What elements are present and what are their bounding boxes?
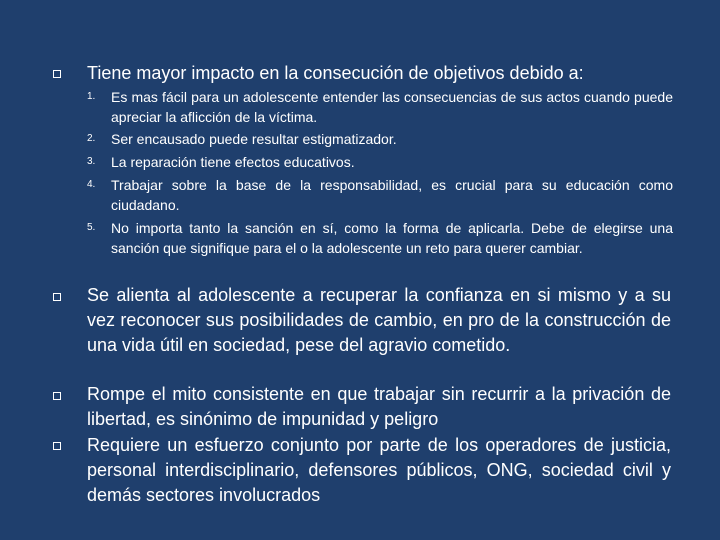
bullet-text: Tiene mayor impacto en la consecución de objetivos debido a: <box>87 63 584 83</box>
list-item-number: 3. <box>87 156 96 167</box>
list-item-text: Es mas fácil para un adolescente entender las consecuencias de sus actos cuando puede apreciar la aflicción de la víctima. <box>111 89 673 125</box>
square-bullet-icon <box>53 392 61 400</box>
square-bullet-icon <box>53 70 61 78</box>
square-bullet-icon <box>53 293 61 301</box>
bullet-text: Rompe el mito consistente en que trabajar sin recurrir a la privación de libertad, es sinónimo de impunidad y peligro <box>87 384 671 429</box>
bullet-text: Se alienta al adolescente a recuperar la confianza en si mismo y a su vez reconocer sus posibilidades de cambio, en pro de la construcción de una vida útil en sociedad, pese del agravio cometido. <box>87 285 671 355</box>
list-item-number: 1. <box>87 91 96 102</box>
list-item-number: 4. <box>87 179 96 190</box>
list-item-text: Ser encausado puede resultar estigmatizador. <box>111 131 397 147</box>
list-item-text: No importa tanto la sanción en sí, como la forma de aplicarla. Debe de elegirse una sanción que signifique para el o la adolescente un reto para querer cambiar. <box>111 220 673 256</box>
list-item-number: 2. <box>87 133 96 144</box>
list-item-text: La reparación tiene efectos educativos. <box>111 154 355 170</box>
list-item-text: Trabajar sobre la base de la responsabilidad, es crucial para su educación como ciudadano. <box>111 177 673 213</box>
square-bullet-icon <box>53 442 61 450</box>
list-item-number: 5. <box>87 222 96 233</box>
bullet-text: Requiere un esfuerzo conjunto por parte de los operadores de justicia, personal interdisciplinario, defensores públicos, ONG, sociedad civil y demás sectores involucrados <box>87 435 671 505</box>
